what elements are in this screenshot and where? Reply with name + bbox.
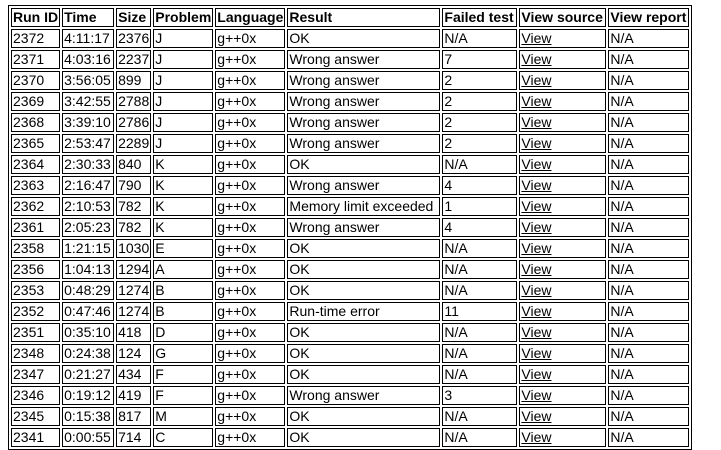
cell-problem: B <box>153 302 213 321</box>
table-row <box>11 407 689 426</box>
cell-view-report: N/A <box>608 407 689 426</box>
cell-failed-test: N/A <box>442 365 517 384</box>
view-source-link[interactable]: View <box>521 219 552 235</box>
cell-view-source <box>519 386 606 405</box>
cell-result: Wrong answer <box>287 71 440 90</box>
cell-time: 2:05:23 <box>62 218 114 237</box>
cell-view-source <box>519 428 606 447</box>
cell-problem: J <box>153 92 213 111</box>
cell-view-source <box>519 197 606 216</box>
cell-failed-test: 3 <box>442 386 517 405</box>
cell-problem: J <box>153 29 213 48</box>
cell-size: 1030 <box>118 240 150 256</box>
cell-size: 899 <box>116 71 151 90</box>
cell-time: 3:56:05 <box>62 71 114 90</box>
table-row <box>11 176 689 195</box>
cell-time: 0:47:46 <box>62 302 114 321</box>
cell-run-id: 2347 <box>11 365 60 384</box>
cell-view-report: N/A <box>608 302 689 321</box>
view-source-link[interactable]: View <box>521 345 552 361</box>
cell-run-id: 2364 <box>11 155 60 174</box>
cell-failed-test: 2 <box>442 134 517 153</box>
cell-problem: D <box>153 323 213 342</box>
cell-language: g++0x <box>215 176 285 195</box>
cell-problem: C <box>153 428 213 447</box>
cell-failed-test: N/A <box>442 155 517 174</box>
header-failed-test: Failed test <box>442 8 517 27</box>
cell-size: 124 <box>116 344 151 363</box>
cell-run-id: 2351 <box>11 323 60 342</box>
runs-table <box>8 5 692 450</box>
cell-problem: E <box>153 239 213 258</box>
cell-result: OK <box>287 29 440 48</box>
cell-view-source <box>519 50 606 69</box>
cell-view-report: N/A <box>608 71 689 90</box>
cell-time: 1:04:13 <box>62 260 114 279</box>
cell-size: 817 <box>116 407 151 426</box>
cell-language: g++0x <box>215 239 285 258</box>
table-row <box>11 92 689 111</box>
cell-language: g++0x <box>215 155 285 174</box>
cell-language: g++0x <box>215 260 285 279</box>
view-source-link[interactable]: View <box>521 30 552 46</box>
cell-view-source <box>519 260 606 279</box>
cell-problem: K <box>153 218 213 237</box>
cell-time: 2:53:47 <box>62 134 114 153</box>
cell-size: 1274 <box>118 282 150 298</box>
cell-language: g++0x <box>215 344 285 363</box>
cell-result: Wrong answer <box>287 134 440 153</box>
cell-result: Wrong answer <box>287 92 440 111</box>
cell-language: g++0x <box>215 323 285 342</box>
cell-run-id: 2365 <box>11 134 60 153</box>
cell-view-report: N/A <box>608 260 689 279</box>
table-header-row <box>11 8 689 27</box>
cell-view-source <box>519 155 606 174</box>
cell-run-id: 2362 <box>11 197 60 216</box>
view-source-link[interactable]: View <box>521 72 552 88</box>
table-row <box>11 155 689 174</box>
cell-run-id: 2346 <box>11 386 60 405</box>
cell-language: g++0x <box>215 281 285 300</box>
cell-failed-test: 11 <box>442 302 517 321</box>
cell-view-report: N/A <box>608 428 689 447</box>
cell-view-report: N/A <box>608 113 689 132</box>
table-row <box>11 281 689 300</box>
cell-language: g++0x <box>215 134 285 153</box>
header-size: Size <box>116 8 151 27</box>
cell-view-report: N/A <box>608 281 689 300</box>
cell-problem: J <box>153 113 213 132</box>
cell-result: OK <box>287 155 440 174</box>
table-row <box>11 134 689 153</box>
cell-size: 714 <box>116 428 151 447</box>
cell-size: 2237 <box>118 51 150 67</box>
cell-failed-test: N/A <box>442 407 517 426</box>
cell-view-source <box>519 239 606 258</box>
header-time: Time <box>62 8 114 27</box>
cell-view-source <box>519 92 606 111</box>
cell-problem: K <box>153 155 213 174</box>
cell-problem: J <box>153 50 213 69</box>
view-source-link[interactable]: View <box>521 93 552 109</box>
cell-failed-test: N/A <box>442 323 517 342</box>
cell-size: 2788 <box>118 93 150 109</box>
cell-view-report: N/A <box>608 197 689 216</box>
cell-failed-test: N/A <box>442 428 517 447</box>
cell-language: g++0x <box>215 197 285 216</box>
runs-table-body <box>11 29 689 447</box>
cell-result: OK <box>287 428 440 447</box>
cell-run-id: 2358 <box>11 239 60 258</box>
cell-result: Memory limit exceeded <box>287 197 440 216</box>
cell-problem: G <box>153 344 213 363</box>
cell-run-id: 2353 <box>11 281 60 300</box>
view-source-link[interactable]: View <box>521 114 552 130</box>
cell-size: 418 <box>116 323 151 342</box>
cell-size: 434 <box>116 365 151 384</box>
header-language: Language <box>217 9 284 25</box>
cell-size: 1274 <box>118 303 150 319</box>
cell-language: g++0x <box>215 428 285 447</box>
cell-view-report: N/A <box>608 323 689 342</box>
cell-view-source <box>519 365 606 384</box>
cell-failed-test: 1 <box>442 197 517 216</box>
cell-time: 0:00:55 <box>62 428 114 447</box>
cell-size: 782 <box>116 218 151 237</box>
header-view-source: View source <box>519 8 606 27</box>
cell-failed-test: N/A <box>442 260 517 279</box>
cell-result: OK <box>287 344 440 363</box>
header-problem: Problem <box>155 9 212 25</box>
cell-time: 2:16:47 <box>62 176 114 195</box>
cell-failed-test: 7 <box>442 50 517 69</box>
header-result: Result <box>287 8 440 27</box>
cell-run-id: 2361 <box>11 218 60 237</box>
cell-view-report: N/A <box>608 50 689 69</box>
cell-failed-test: 4 <box>442 176 517 195</box>
cell-size: 2289 <box>118 135 150 151</box>
table-row <box>11 302 689 321</box>
table-row <box>11 344 689 363</box>
view-source-link[interactable]: View <box>521 366 552 382</box>
cell-problem: B <box>153 281 213 300</box>
view-source-link[interactable]: View <box>521 387 552 403</box>
cell-problem: K <box>153 197 213 216</box>
cell-size: 419 <box>116 386 151 405</box>
cell-language: g++0x <box>215 29 285 48</box>
cell-view-source <box>519 344 606 363</box>
cell-time: 3:42:55 <box>62 92 114 111</box>
cell-result: OK <box>287 407 440 426</box>
cell-problem: F <box>153 365 213 384</box>
cell-language: g++0x <box>215 407 285 426</box>
cell-result: Wrong answer <box>287 176 440 195</box>
cell-failed-test: N/A <box>442 239 517 258</box>
cell-language: g++0x <box>215 50 285 69</box>
header-view-report: View report <box>608 8 689 27</box>
cell-run-id: 2372 <box>11 29 60 48</box>
view-source-link[interactable]: View <box>521 324 552 340</box>
cell-view-report: N/A <box>608 29 689 48</box>
cell-result: OK <box>287 281 440 300</box>
cell-run-id: 2356 <box>11 260 60 279</box>
cell-result: Wrong answer <box>287 218 440 237</box>
cell-size: 790 <box>116 176 151 195</box>
cell-result: OK <box>287 323 440 342</box>
view-source-link[interactable]: View <box>521 177 552 193</box>
cell-result: Wrong answer <box>287 386 440 405</box>
cell-view-report: N/A <box>608 344 689 363</box>
cell-view-report: N/A <box>608 155 689 174</box>
cell-problem: F <box>153 386 213 405</box>
table-row <box>11 323 689 342</box>
table-row <box>11 365 689 384</box>
cell-run-id: 2348 <box>11 344 60 363</box>
cell-view-source <box>519 281 606 300</box>
cell-failed-test: N/A <box>442 281 517 300</box>
cell-run-id: 2369 <box>11 92 60 111</box>
cell-size: 2376 <box>118 30 150 46</box>
cell-view-source <box>519 302 606 321</box>
cell-failed-test: 2 <box>442 71 517 90</box>
cell-language: g++0x <box>215 218 285 237</box>
cell-failed-test: N/A <box>442 344 517 363</box>
view-source-link[interactable]: View <box>521 135 552 151</box>
view-source-link[interactable]: View <box>521 156 552 172</box>
cell-view-report: N/A <box>608 134 689 153</box>
cell-problem: J <box>153 71 213 90</box>
cell-time: 4:11:17 <box>62 29 114 48</box>
cell-result: Run-time error <box>287 302 440 321</box>
cell-size: 1294 <box>118 261 150 277</box>
table-row <box>11 71 689 90</box>
table-row <box>11 260 689 279</box>
view-source-link[interactable]: View <box>521 261 552 277</box>
cell-time: 0:19:12 <box>62 386 114 405</box>
cell-time: 2:10:53 <box>62 197 114 216</box>
cell-failed-test: N/A <box>442 29 517 48</box>
cell-view-source <box>519 29 606 48</box>
cell-size: 2786 <box>118 114 150 130</box>
cell-view-source <box>519 218 606 237</box>
cell-time: 0:48:29 <box>62 281 114 300</box>
cell-view-source <box>519 176 606 195</box>
cell-failed-test: 4 <box>442 218 517 237</box>
cell-run-id: 2363 <box>11 176 60 195</box>
cell-language: g++0x <box>215 386 285 405</box>
cell-run-id: 2368 <box>11 113 60 132</box>
cell-problem: A <box>153 260 213 279</box>
cell-size: 840 <box>116 155 151 174</box>
cell-view-source <box>519 134 606 153</box>
cell-size: 782 <box>116 197 151 216</box>
table-row <box>11 386 689 405</box>
cell-view-report: N/A <box>608 239 689 258</box>
cell-failed-test: 2 <box>442 92 517 111</box>
table-row <box>11 218 689 237</box>
cell-language: g++0x <box>215 71 285 90</box>
cell-result: OK <box>287 365 440 384</box>
view-source-link[interactable]: View <box>521 303 552 319</box>
cell-time: 2:30:33 <box>62 155 114 174</box>
cell-view-report: N/A <box>608 365 689 384</box>
cell-view-report: N/A <box>608 386 689 405</box>
cell-run-id: 2370 <box>11 71 60 90</box>
cell-language: g++0x <box>215 365 285 384</box>
cell-run-id: 2341 <box>11 428 60 447</box>
cell-run-id: 2345 <box>11 407 60 426</box>
cell-view-report: N/A <box>608 218 689 237</box>
cell-result: OK <box>287 260 440 279</box>
cell-run-id: 2352 <box>11 302 60 321</box>
cell-language: g++0x <box>215 113 285 132</box>
view-source-link[interactable]: View <box>521 240 552 256</box>
cell-time: 1:21:15 <box>62 239 114 258</box>
cell-run-id: 2371 <box>11 50 60 69</box>
cell-language: g++0x <box>215 302 285 321</box>
view-source-link[interactable]: View <box>521 429 552 445</box>
table-row <box>11 239 689 258</box>
cell-time: 4:03:16 <box>62 50 114 69</box>
view-source-link[interactable]: View <box>521 282 552 298</box>
cell-problem: M <box>153 407 213 426</box>
cell-time: 0:35:10 <box>62 323 114 342</box>
cell-result: OK <box>287 239 440 258</box>
table-row <box>11 50 689 69</box>
cell-language: g++0x <box>215 92 285 111</box>
cell-result: Wrong answer <box>287 50 440 69</box>
cell-problem: J <box>153 134 213 153</box>
table-row <box>11 29 689 48</box>
cell-view-report: N/A <box>608 92 689 111</box>
cell-time: 0:15:38 <box>62 407 114 426</box>
table-row <box>11 113 689 132</box>
table-row <box>11 197 689 216</box>
view-source-link[interactable]: View <box>521 51 552 67</box>
cell-view-report: N/A <box>608 176 689 195</box>
cell-failed-test: 2 <box>442 113 517 132</box>
cell-view-source <box>519 323 606 342</box>
cell-time: 0:21:27 <box>62 365 114 384</box>
cell-result: Wrong answer <box>287 113 440 132</box>
cell-view-source <box>519 71 606 90</box>
cell-time: 0:24:38 <box>62 344 114 363</box>
table-row <box>11 428 689 447</box>
view-source-link[interactable]: View <box>521 408 552 424</box>
cell-problem: K <box>153 176 213 195</box>
cell-time: 3:39:10 <box>62 113 114 132</box>
header-run-id: Run ID <box>13 9 59 25</box>
cell-view-source <box>519 407 606 426</box>
view-source-link[interactable]: View <box>521 198 552 214</box>
cell-view-source <box>519 113 606 132</box>
